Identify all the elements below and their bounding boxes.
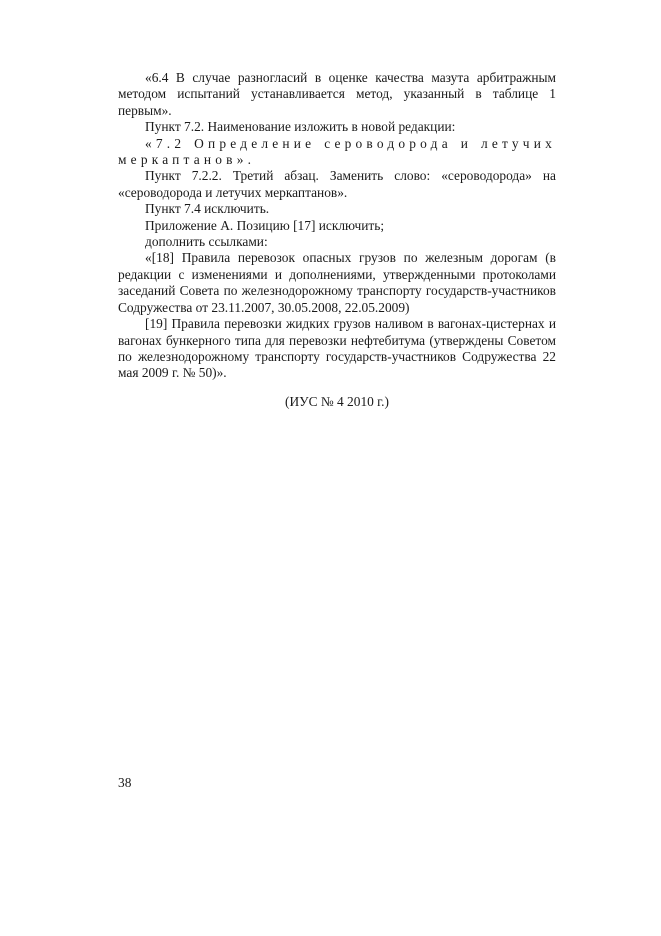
paragraph-item-7-2-2: Пункт 7.2.2. Третий абзац. Заменить слово: «сероводорода» на «сероводорода и летучих меркаптанов». bbox=[118, 168, 556, 200]
paragraph-arbitration-method: «6.4 В случае разногласий в оценке качества мазута арбитражным методом испытаний устанавливается метод, указанный в таблице 1 первым». bbox=[118, 70, 556, 118]
amendment-text bbox=[118, 70, 556, 382]
paragraph-add-references: дополнить ссылками: bbox=[145, 234, 268, 250]
paragraph-item-7-4: Пункт 7.4 исключить. bbox=[145, 201, 270, 217]
paragraph-new-heading-7-2: «7.2 Определение сероводорода и летучих меркаптанов». bbox=[118, 135, 556, 168]
ius-reference: (ИУС № 4 2010 г.) bbox=[285, 394, 389, 409]
reference-18: «[18] Правила перевозок опасных грузов по железным дорогам (в редакции с изменениями и дополнениями, утвержденными протоколами заседаний Совета по железнодорожному транспорту государств-участников Содружества от 23.11.2007, 30.05.2008, 22.05.2009) bbox=[118, 250, 556, 315]
page-number: 38 bbox=[118, 775, 132, 790]
reference-19: [19] Правила перевозки жидких грузов наливом в вагонах-цистернах и вагонах бункерного типа для перевозки нефтебитума (утверждены Советом по железнодорожному транспорту государств-участников Содружества 22 мая 2009 г. № 50)». bbox=[118, 316, 556, 381]
paragraph-appendix-a: Приложение А. Позицию [17] исключить; bbox=[145, 217, 385, 233]
paragraph-item-7-2: Пункт 7.2. Наименование изложить в новой редакции: bbox=[145, 119, 456, 135]
